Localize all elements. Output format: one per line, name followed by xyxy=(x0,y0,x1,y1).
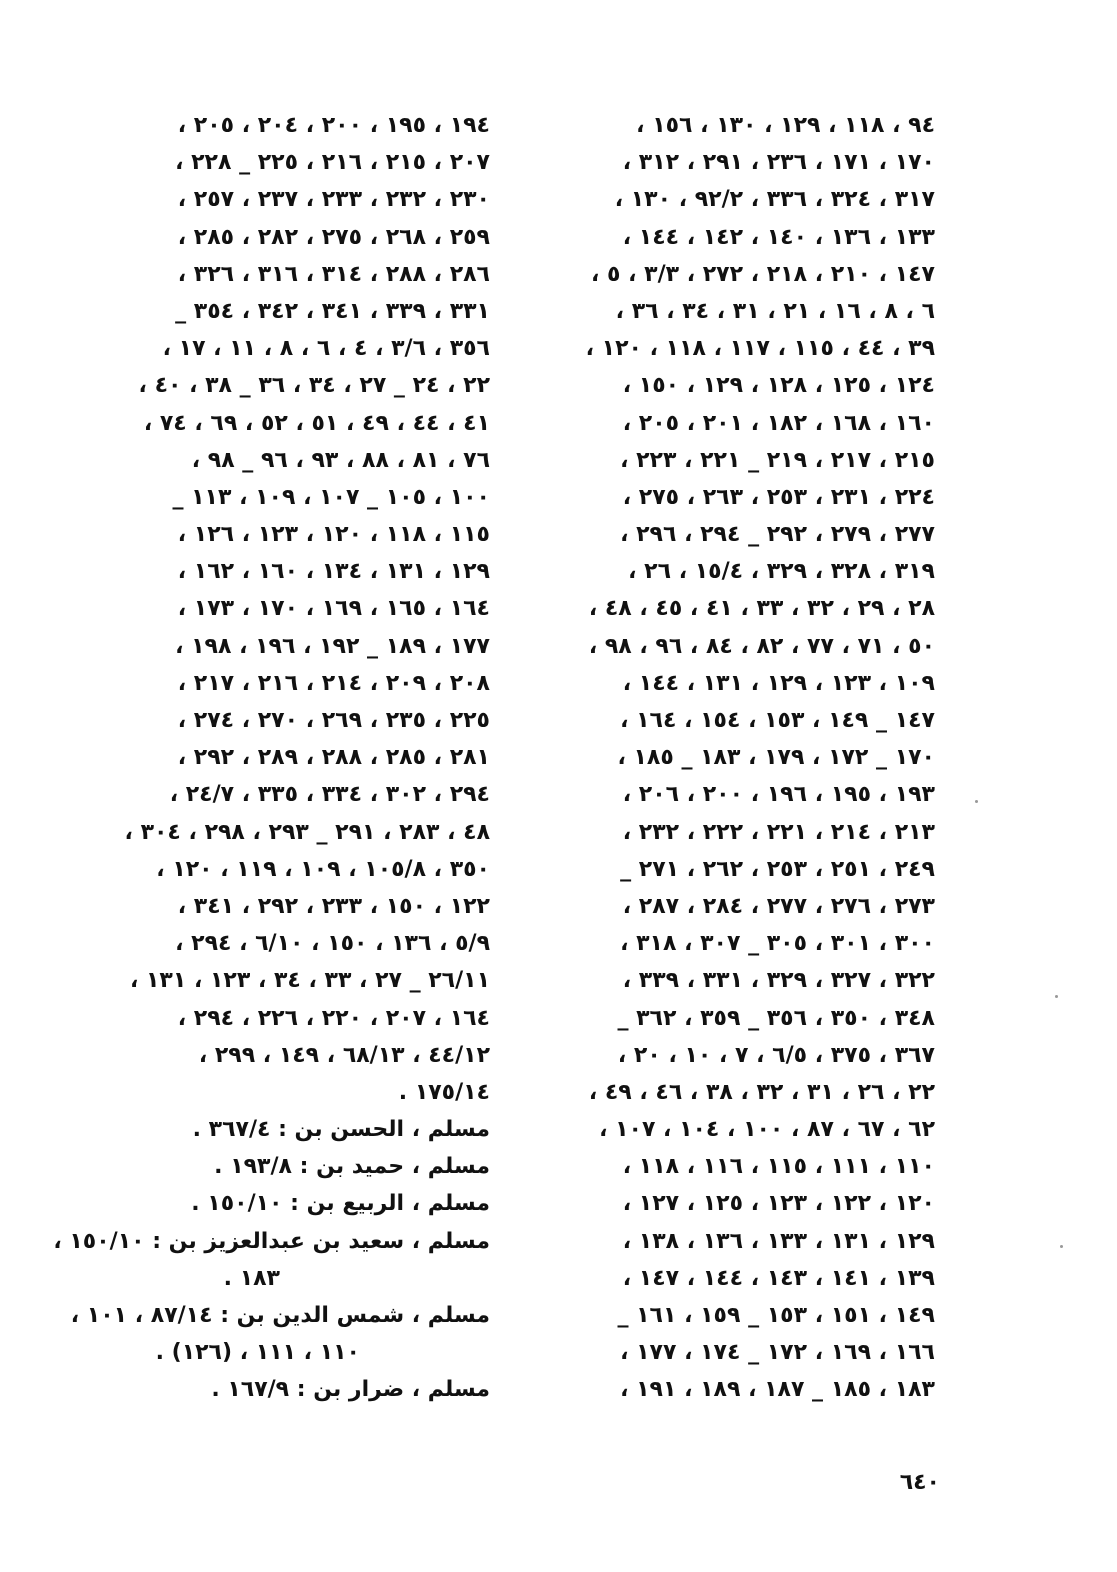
index-line: ١٢٢ ، ١٥٠ ، ٢٣٣ ، ٢٩٢ ، ٣٤١ ، xyxy=(177,893,490,919)
index-line: ٥/٩ ، ١٣٦ ، ١٥٠ ، ٦/١٠ ، ٢٩٤ ، xyxy=(175,931,490,957)
index-line: ٢١٣ ، ٢١٤ ، ٢٢١ ، ٢٢٢ ، ٢٣٢ ، xyxy=(622,819,935,845)
index-line: ١٦٤ ، ١٦٥ ، ١٦٩ ، ١٧٠ ، ١٧٣ ، xyxy=(177,596,490,622)
index-entry: مسلم ، الربيع بن : ١٥٠/١٠ . xyxy=(191,1191,490,1217)
index-entry: مسلم ، سعيد بن عبدالعزيز بن : ١٥٠/١٠ ، xyxy=(53,1228,490,1254)
index-line: ٤٤/١٢ ، ٦٨/١٣ ، ١٤٩ ، ٢٩٩ ، xyxy=(198,1042,490,1068)
index-line: ٢٧٣ ، ٢٧٦ ، ٢٧٧ ، ٢٨٤ ، ٢٨٧ ، xyxy=(622,893,935,919)
index-line: ١٤٧ _ ١٤٩ ، ١٥٣ ، ١٥٤ ، ١٦٤ ، xyxy=(620,708,935,733)
index-line: ٣١٩ ، ٣٢٨ ، ٣٢٩ ، ١٥/٤ ، ٢٦ ، xyxy=(628,559,935,585)
index-line: ١١٥ ، ١١٨ ، ١٢٠ ، ١٢٣ ، ١٢٦ ، xyxy=(177,522,490,548)
index-line: ٣٢٢ ، ٣٢٧ ، ٣٢٩ ، ٣٣١ ، ٣٣٩ ، xyxy=(622,968,935,994)
index-line: ٢٠٨ ، ٢٠٩ ، ٢١٤ ، ٢١٦ ، ٢١٧ ، xyxy=(177,670,490,696)
index-line: ٤٨ ، ٢٨٣ ، ٢٩١ _ ٢٩٣ ، ٢٩٨ ، ٣٠٤ ، xyxy=(124,819,490,845)
index-line: ٦ ، ٨ ، ١٦ ، ٢١ ، ٣١ ، ٣٤ ، ٣٦ ، xyxy=(615,298,935,324)
index-line: ١٧٠ _ ١٧٢ ، ١٧٩ ، ١٨٣ _ ١٨٥ ، xyxy=(617,745,935,771)
index-entry-continuation: ١٨٣ . xyxy=(223,1265,280,1291)
left-column xyxy=(53,107,490,1409)
index-line: ٢٨٦ ، ٢٨٨ ، ٣١٤ ، ٣١٦ ، ٣٢٦ ، xyxy=(177,261,490,287)
index-line: ٢٤٩ ، ٢٥١ ، ٢٥٣ ، ٢٦٢ ، ٢٧١ _ xyxy=(620,856,935,882)
index-entry: مسلم ، ضرار بن : ١٦٧/٩ . xyxy=(211,1377,490,1403)
index-line: ١٧٠ ، ١٧١ ، ٢٣٦ ، ٢٩١ ، ٣١٢ ، xyxy=(622,150,935,176)
index-line: ١٢٩ ، ١٣١ ، ١٣٤ ، ١٦٠ ، ١٦٢ ، xyxy=(177,559,490,585)
index-line: ٣١٧ ، ٣٢٤ ، ٣٣٦ ، ٩٢/٢ ، ١٣٠ ، xyxy=(614,187,935,213)
index-line: ٢٢٤ ، ٢٣١ ، ٢٥٣ ، ٢٦٣ ، ٢٧٥ ، xyxy=(622,484,935,510)
index-line: ١٢٤ ، ١٢٥ ، ١٢٨ ، ١٢٩ ، ١٥٠ ، xyxy=(622,373,935,399)
index-line: ١٩٣ ، ١٩٥ ، ١٩٦ ، ٢٠٠ ، ٢٠٦ ، xyxy=(622,782,935,808)
index-line: ٢٧٧ ، ٢٧٩ ، ٢٩٢ _ ٢٩٤ ، ٢٩٦ ، xyxy=(620,522,935,548)
index-line: ١٧٧ ، ١٨٩ _ ١٩٢ ، ١٩٦ ، ١٩٨ ، xyxy=(175,633,490,659)
index-line: ٢٥٩ ، ٢٦٨ ، ٢٧٥ ، ٢٨٢ ، ٢٨٥ ، xyxy=(177,224,490,250)
index-line: ٢٨١ ، ٢٨٥ ، ٢٨٨ ، ٢٨٩ ، ٢٩٢ ، xyxy=(177,745,490,771)
index-line: ٣٦٧ ، ٣٧٥ ، ٦/٥ ، ٧ ، ١٠ ، ٢٠ ، xyxy=(617,1042,935,1068)
index-line: ٣٣١ ، ٣٣٩ ، ٣٤١ ، ٣٤٢ ، ٣٥٤ _ xyxy=(175,298,490,324)
right-column xyxy=(550,107,935,1409)
index-line: ١٨٣ ، ١٨٥ _ ١٨٧ ، ١٨٩ ، ١٩١ ، xyxy=(620,1377,935,1403)
index-line: ٢٣٠ ، ٢٣٢ ، ٢٣٣ ، ٢٣٧ ، ٢٥٧ ، xyxy=(177,187,490,213)
index-entry: مسلم ، حميد بن : ١٩٣/٨ . xyxy=(214,1154,490,1180)
scan-dot-mark xyxy=(1055,995,1058,998)
index-entry: مسلم ، الحسن بن : ٣٦٧/٤ . xyxy=(192,1117,490,1143)
index-line: ٩٤ ، ١١٨ ، ١٢٩ ، ١٣٠ ، ١٥٦ ، xyxy=(636,113,935,138)
index-line: ١٣٩ ، ١٤١ ، ١٤٣ ، ١٤٤ ، ١٤٧ ، xyxy=(622,1265,935,1291)
index-line: ٣٥٠ ، ١٠٥/٨ ، ١٠٩ ، ١١٩ ، ١٢٠ ، xyxy=(156,856,490,882)
page-number: ٦٤٠ xyxy=(899,1470,940,1495)
index-entry: مسلم ، شمس الدين بن : ٨٧/١٤ ، ١٠١ ، xyxy=(70,1303,490,1328)
index-line: ٢١٥ ، ٢١٧ ، ٢١٩ _ ٢٢١ ، ٢٢٣ ، xyxy=(620,447,935,473)
index-line: ١٠٠ ، ١٠٥ _ ١٠٧ ، ١٠٩ ، ١١٣ _ xyxy=(172,484,490,510)
scan-dot-mark xyxy=(1060,1245,1063,1248)
index-line: ٢٩٤ ، ٣٠٢ ، ٣٣٤ ، ٣٣٥ ، ٢٤/٧ ، xyxy=(169,782,490,808)
index-line: ٤١ ، ٤٤ ، ٤٩ ، ٥١ ، ٥٢ ، ٦٩ ، ٧٤ ، xyxy=(143,410,490,436)
index-line: ١٧٥/١٤ . xyxy=(398,1079,490,1105)
index-line: ٢٢ ، ٢٤ _ ٢٧ ، ٣٤ ، ٣٦ _ ٣٨ ، ٤٠ ، xyxy=(138,373,490,399)
index-line: ١٩٤ ، ١٩٥ ، ٢٠٠ ، ٢٠٤ ، ٢٠٥ ، xyxy=(177,113,490,138)
index-line: ٢٢ ، ٢٦ ، ٣١ ، ٣٢ ، ٣٨ ، ٤٦ ، ٤٩ ، xyxy=(588,1079,935,1105)
index-line: ٧٦ ، ٨١ ، ٨٨ ، ٩٣ ، ٩٦ _ ٩٨ ، xyxy=(191,447,490,473)
index-line: ٣٩ ، ٤٤ ، ١١٥ ، ١١٧ ، ١١٨ ، ١٢٠ ، xyxy=(585,336,935,362)
index-line: ٢٠٧ ، ٢١٥ ، ٢١٦ ، ٢٢٥ _ ٢٢٨ ، xyxy=(175,150,490,176)
index-line: ١٢٠ ، ١٢٢ ، ١٢٣ ، ١٢٥ ، ١٢٧ ، xyxy=(622,1191,935,1217)
index-line: ١٤٩ ، ١٥١ ، ١٥٣ _ ١٥٩ ، ١٦١ _ xyxy=(617,1303,935,1328)
index-line: ٢٦/١١ _ ٢٧ ، ٣٣ ، ٣٤ ، ١٢٣ ، ١٣١ ، xyxy=(129,968,490,994)
index-line: ١٤٧ ، ٢١٠ ، ٢١٨ ، ٢٧٢ ، ٣/٣ ، ٥ ، xyxy=(591,261,935,287)
index-line: ١٣٣ ، ١٣٦ ، ١٤٠ ، ١٤٢ ، ١٤٤ ، xyxy=(622,224,935,250)
index-line: ٣٤٨ ، ٣٥٠ ، ٣٥٦ _ ٣٥٩ ، ٣٦٢ _ xyxy=(617,1005,935,1031)
index-entry-continuation: ١١٠ ، ١١١ ، (١٢٦) . xyxy=(155,1340,360,1366)
index-line: ٥٠ ، ٧١ ، ٧٧ ، ٨٢ ، ٨٤ ، ٩٦ ، ٩٨ ، xyxy=(588,633,935,659)
index-line: ٣٠٠ ، ٣٠١ ، ٣٠٥ _ ٣٠٧ ، ٣١٨ ، xyxy=(620,931,935,957)
index-line: ١٦٤ ، ٢٠٧ ، ٢٢٠ ، ٢٢٦ ، ٢٩٤ ، xyxy=(177,1005,490,1031)
index-line: ٢٢٥ ، ٢٣٥ ، ٢٦٩ ، ٢٧٠ ، ٢٧٤ ، xyxy=(177,708,490,733)
index-line: ١١٠ ، ١١١ ، ١١٥ ، ١١٦ ، ١١٨ ، xyxy=(622,1154,935,1180)
index-line: ٦٢ ، ٦٧ ، ٨٧ ، ١٠٠ ، ١٠٤ ، ١٠٧ ، xyxy=(599,1117,935,1143)
index-line: ١٢٩ ، ١٣١ ، ١٣٣ ، ١٣٦ ، ١٣٨ ، xyxy=(622,1228,935,1254)
scan-dot-mark xyxy=(975,800,978,803)
index-line: ٢٨ ، ٢٩ ، ٣٢ ، ٣٣ ، ٤١ ، ٤٥ ، ٤٨ ، xyxy=(588,596,935,622)
index-line: ١٠٩ ، ١٢٣ ، ١٢٩ ، ١٣١ ، ١٤٤ ، xyxy=(622,670,935,696)
index-line: ٣٥٦ ، ٣/٦ ، ٤ ، ٦ ، ٨ ، ١١ ، ١٧ ، xyxy=(162,336,490,362)
index-line: ١٦٦ ، ١٦٩ ، ١٧٢ _ ١٧٤ ، ١٧٧ ، xyxy=(620,1340,935,1366)
index-line: ١٦٠ ، ١٦٨ ، ١٨٢ ، ٢٠١ ، ٢٠٥ ، xyxy=(622,410,935,436)
